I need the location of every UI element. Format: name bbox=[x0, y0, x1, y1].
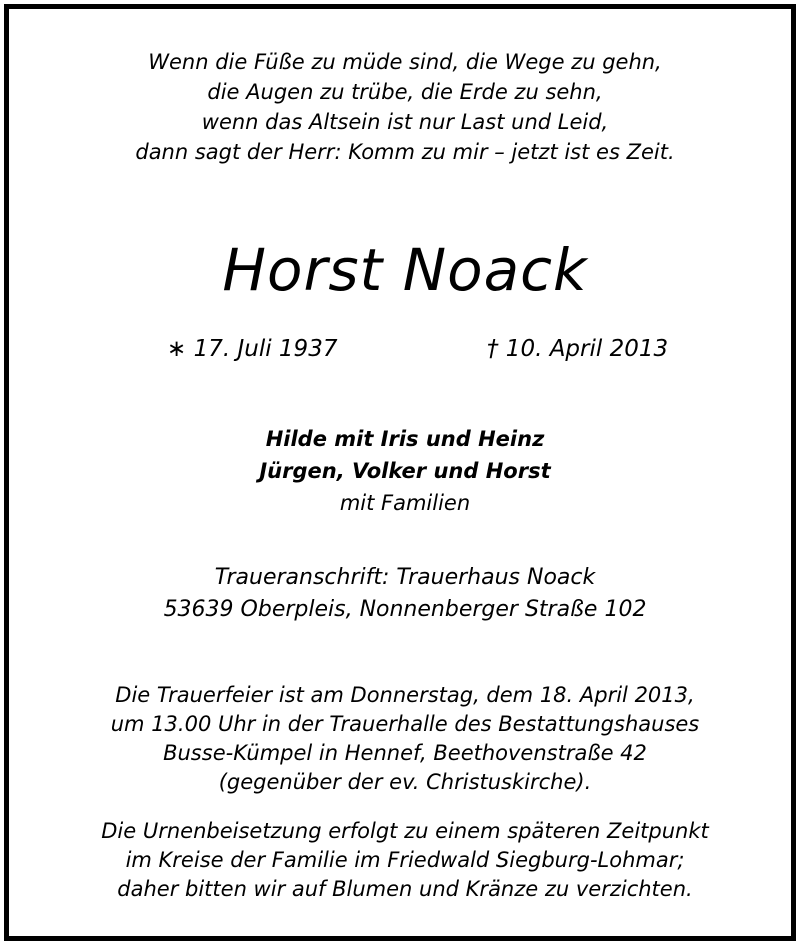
deceased-name: Horst Noack bbox=[222, 236, 588, 304]
poem-line: wenn das Altsein ist nur Last und Leid, bbox=[201, 110, 609, 134]
death-date: † 10. April 2013 bbox=[487, 336, 669, 362]
service-line: Die Trauerfeier ist am Donnerstag, dem 18. April 2013, bbox=[115, 683, 695, 707]
poem-line: die Augen zu trübe, die Erde zu sehn, bbox=[207, 80, 603, 104]
mourning-address bbox=[9, 562, 800, 626]
burial-line: im Kreise der Familie im Friedwald Siegburg-Lohmar; bbox=[125, 848, 685, 872]
address-line: 53639 Oberpleis, Nonnenberger Straße 102 bbox=[163, 597, 647, 622]
birth-date: ∗ 17. Juli 1937 bbox=[167, 336, 338, 362]
poem bbox=[9, 47, 800, 167]
mourners-line: mit Familien bbox=[339, 491, 471, 515]
mourners-line: Hilde mit Iris und Heinz bbox=[265, 427, 545, 451]
mourners bbox=[9, 423, 800, 519]
burial-line: Die Urnenbeisetzung erfolgt zu einem späteren Zeitpunkt bbox=[101, 819, 709, 843]
funeral-service-info bbox=[9, 681, 800, 797]
service-line: Busse-Kümpel in Hennef, Beethovenstraße 42 bbox=[163, 741, 647, 765]
service-line: (gegenüber der ev. Christuskirche). bbox=[218, 770, 592, 794]
address-line: Traueranschrift: Trauerhaus Noack bbox=[214, 565, 596, 590]
mourners-line: Jürgen, Volker und Horst bbox=[259, 459, 551, 483]
burial-line: daher bitten wir auf Blumen und Kränze zu verzichten. bbox=[117, 877, 693, 901]
poem-line: dann sagt der Herr: Komm zu mir – jetzt ist es Zeit. bbox=[135, 140, 675, 164]
poem-line: Wenn die Füße zu müde sind, die Wege zu gehn, bbox=[148, 50, 662, 74]
service-line: um 13.00 Uhr in der Trauerhalle des Bestattungshauses bbox=[110, 712, 700, 736]
urn-burial-info bbox=[9, 817, 800, 904]
obituary-frame bbox=[4, 4, 796, 941]
